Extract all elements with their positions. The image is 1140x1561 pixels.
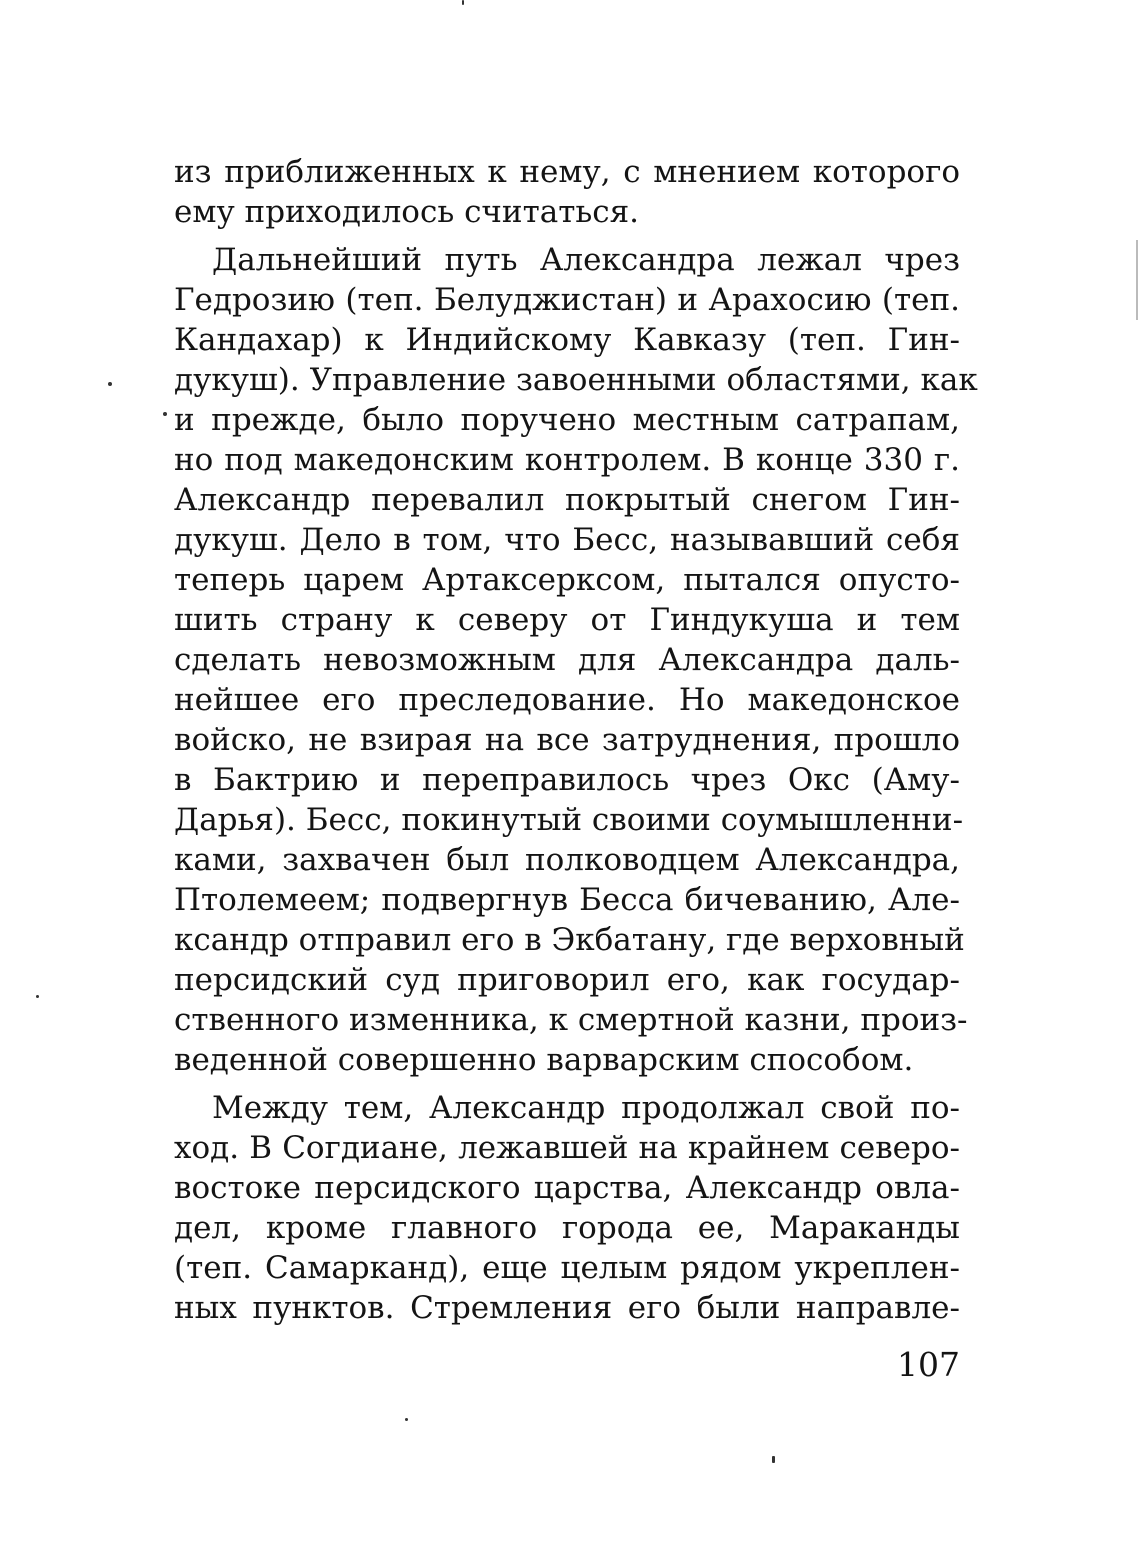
text-line: но под македонским контролем. В конце 330 г. — [174, 442, 960, 478]
scan-speck — [163, 412, 167, 416]
text-line: дукуш. Дело в том, что Бесс, называвший себя — [174, 522, 960, 558]
page-edge — [1136, 240, 1138, 320]
text-line: Дарья). Бесс, покинутый своими соумышленни- — [174, 802, 964, 838]
text-line: Птолемеем; подвергнув Бесса бичеванию, Але- — [174, 882, 960, 918]
text-line: ками, захвачен был полководцем Александра, — [174, 842, 960, 878]
text-line: дукуш). Управление завоенными областями, как — [174, 362, 978, 398]
text-line: и прежде, было поручено местным сатрапам, — [174, 402, 960, 438]
paragraph-gap — [174, 1080, 960, 1088]
page-number: 107 — [897, 1345, 960, 1384]
text-line: в Бактрию и переправилось чрез Окс (Аму- — [174, 762, 960, 798]
text-line: Александр перевалил покрытый снегом Гин- — [174, 482, 960, 518]
scan-speck — [405, 1418, 408, 1421]
text-line: веденной совершенно варварским способом. — [174, 1042, 914, 1078]
text-line: ных пунктов. Стремления его были направле- — [174, 1290, 960, 1326]
text-line: Дальнейший путь Александра лежал чрез — [212, 242, 960, 278]
text-line: теперь царем Артаксерксом, пытался опусто- — [174, 562, 960, 598]
text-line: шить страну к северу от Гиндукуша и тем — [174, 602, 960, 638]
text-line: из приближенных к нему, с мнением которого — [174, 154, 960, 190]
text-line: (теп. Самарканд), еще целым рядом укреплен- — [174, 1250, 960, 1286]
text-line: ход. В Согдиане, лежавшей на крайнем северо- — [174, 1130, 960, 1166]
text-line: Гедрозию (теп. Белуджистан) и Арахосию (теп. — [174, 282, 960, 318]
paragraph-gap — [174, 232, 960, 240]
text-line: нейшее его преследование. Но македонское — [174, 682, 960, 718]
text-line: востоке персидского царства, Александр овла- — [174, 1170, 960, 1206]
text-line: войско, не взирая на все затруднения, прошло — [174, 722, 960, 758]
text-line: дел, кроме главного города ее, Мараканды — [174, 1210, 960, 1246]
scan-speck — [462, 0, 464, 5]
text-line: персидский суд приговорил его, как государ- — [174, 962, 960, 998]
scan-speck — [772, 1456, 775, 1463]
text-line: Кандахар) к Индийскому Кавказу (теп. Гин- — [174, 322, 960, 358]
text-line: ксандр отправил его в Экбатану, где верховный — [174, 922, 965, 958]
scan-speck — [36, 995, 39, 998]
text-line: ственного изменника, к смертной казни, произ- — [174, 1002, 968, 1038]
scan-speck — [108, 382, 112, 386]
text-line: сделать невозможным для Александра даль- — [174, 642, 960, 678]
body-text — [174, 152, 978, 1328]
text-line: Между тем, Александр продолжал свой по- — [212, 1090, 960, 1126]
text-line: ему приходилось считаться. — [174, 194, 640, 230]
